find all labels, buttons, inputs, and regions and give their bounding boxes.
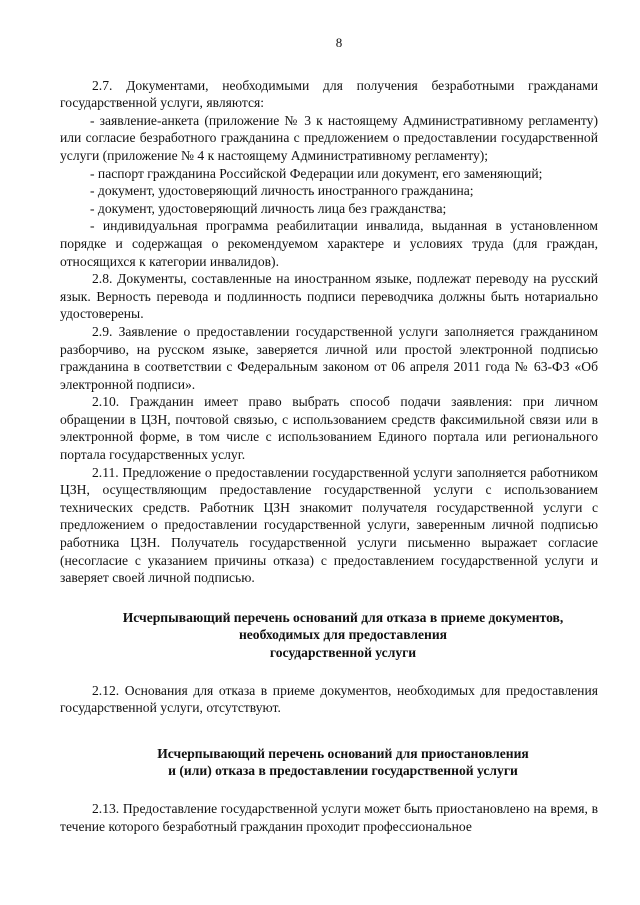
heading-line: Исчерпывающий перечень оснований для отказа в приеме документов, <box>122 609 564 625</box>
heading-line: государственной услуги <box>269 645 417 660</box>
section-heading-suspension <box>60 745 598 780</box>
paragraph-2-7: 2.7. Документами, необходимыми для получения безработными гражданами государственной услуги, являются: <box>60 77 598 111</box>
paragraph-2-11: 2.11. Предложение о предоставлении государственной услуги заполняется работником ЦЗН, осуществляющим предоставление государственной услуги с использованием технических средств. Работник ЦЗН знакомит получателя государственной услуги с предложением о предоставлении государственной услуги, заверенным личной подписью работника ЦЗН. Получатель государственной услуги письменно выражает согласие (несогласие с указанием причины отказа) с предоставлением государственной услуги и заверяет своей личной подписью. <box>60 464 598 586</box>
list-item-application-form: - заявление-анкета (приложение № 3 к настоящему Административному регламенту) или согласие безработного гражданина с предложением о предоставлении государственной услуги (приложение № 4 к настоящему Административному регламенту); <box>60 112 598 163</box>
page-number: 8 <box>335 35 343 50</box>
list-item-passport: - паспорт гражданина Российской Федерации или документ, его заменяющий; <box>90 165 543 181</box>
paragraph-2-8: 2.8. Документы, составленные на иностранном языке, подлежат переводу на русский язык. Верность перевода и подлинность подписи переводчика должны быть нотариально удостоверены. <box>60 271 598 322</box>
list-item-foreign-id: - документ, удостоверяющий личность иностранного гражданина; <box>90 183 474 199</box>
heading-line: Исчерпывающий перечень оснований для приостановления <box>157 745 529 761</box>
paragraph-2-13: 2.13. Предоставление государственной услуги может быть приостановлено на время, в течение которого безработный гражданин проходит профессиональное <box>60 800 598 834</box>
paragraph-2-10: 2.10. Гражданин имеет право выбрать способ подачи заявления: при личном обращении в ЦЗН, почтовой связью, с использованием средств факсимильной связи или в электронной форме, в том числе с использованием Единого портала или регионального портала государственных услуг. <box>60 394 598 463</box>
heading-line: необходимых для предоставления <box>238 627 448 643</box>
paragraph-2-12: 2.12. Основания для отказа в приеме документов, необходимых для предоставления государственной услуги, отсутствуют. <box>60 682 598 716</box>
list-item-stateless-id: - документ, удостоверяющий личность лица без гражданства; <box>90 200 447 216</box>
paragraph-2-9: 2.9. Заявление о предоставлении государственной услуги заполняется гражданином разборчиво, на русском языке, заверяется личной или простой электронной подписью гражданина в соответствии с Федеральным законом от 06 апреля 2011 года № 63-ФЗ «Об электронной подписи». <box>60 323 598 392</box>
list-item-rehabilitation-program: - индивидуальная программа реабилитации инвалида, выданная в установленном порядке и содержащая о рекомендуемом характере и условиях труда (для граждан, относящихся к категории инвалидов). <box>60 218 598 269</box>
section-heading-refusal-documents <box>60 609 598 662</box>
heading-line: и (или) отказа в предоставлении государственной услуги <box>168 763 518 779</box>
